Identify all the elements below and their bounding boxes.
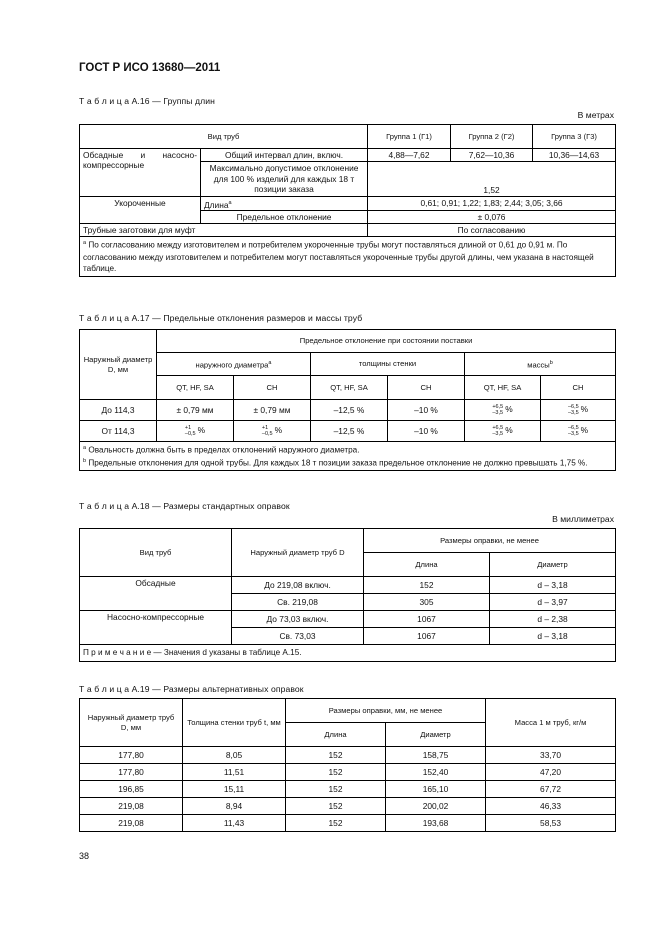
t16-header-g2: Группа 2 (Г2) (451, 125, 533, 149)
t18-cell: 152 (364, 577, 490, 594)
t19-header-diameter: Наружный диаметр труб D, мм (80, 699, 183, 747)
footnote-marker: a (268, 359, 272, 366)
t16-cell: По согласованию (368, 224, 616, 237)
percent-sign: % (580, 425, 589, 436)
t19-cell: 11,43 (183, 815, 286, 832)
t17-footnote-b: Предельные отклонения для одной трубы. Для каждых 18 т позиции заказа предельное отклонение не должно превышать 1,75 %. (88, 458, 588, 468)
t19-cell: 8,05 (183, 747, 286, 764)
table-a17 (79, 329, 616, 471)
tol-lower: –0,5 (261, 431, 273, 437)
t19-header-length: Длина (286, 723, 386, 747)
tol-upper: +1 (184, 425, 192, 431)
t17-cell (465, 400, 541, 421)
t19-cell: 219,08 (80, 815, 183, 832)
t16-cell: Максимально допустимое отклонение для 100 % изделий для каждых 18 т позиции заказа (201, 162, 368, 197)
t16-cell: Предельное отклонение (201, 211, 368, 224)
t19-header-d: Диаметр (386, 723, 486, 747)
footnote-marker: a (83, 445, 87, 451)
t17-header-od (157, 353, 311, 376)
t18-header-type: Вид труб (80, 529, 232, 577)
t16-length-label: Длина (204, 199, 229, 210)
t17-cell: До 114,3 (80, 400, 157, 421)
t19-header-wall: Толщина стенки труб t, мм (183, 699, 286, 747)
t19-cell: 219,08 (80, 798, 183, 815)
t18-cell: Св. 219,08 (232, 594, 364, 611)
t19-cell: 200,02 (386, 798, 486, 815)
tol-lower: –3,5 (492, 431, 504, 437)
t18-note: П р и м е ч а н и е — Значения d указаны в таблице А.15. (80, 645, 616, 662)
tolerance-fraction (568, 404, 579, 416)
t17-header-ch: CH (234, 376, 311, 400)
tol-upper: +6,5 (492, 425, 504, 431)
footnote-marker: a (83, 240, 87, 247)
t17-cell: ± 0,79 мм (157, 400, 234, 421)
t19-header-size: Размеры оправки, мм, не менее (286, 699, 486, 723)
t16-cell: Укороченные (80, 196, 201, 224)
t17-cell (541, 400, 616, 421)
table-row (80, 815, 616, 832)
t19-cell: 67,72 (486, 781, 616, 798)
t19-cell: 158,75 (386, 747, 486, 764)
t17-cell: –12,5 % (311, 400, 388, 421)
t17-cell (234, 421, 311, 442)
t17-cell: От 114,3 (80, 421, 157, 442)
table-row (80, 798, 616, 815)
tolerance-fraction (492, 404, 503, 416)
t17-header-qt: QT, HF, SA (311, 376, 388, 400)
t18-cell: До 219,08 включ. (232, 577, 364, 594)
t18-header-diameter: Наружный диаметр труб D (232, 529, 364, 577)
table-row (80, 747, 616, 764)
t19-cell: 152 (286, 764, 386, 781)
t16-cell: 10,36—14,63 (533, 149, 616, 162)
t16-cell: Трубные заготовки для муфт (80, 224, 368, 237)
t18-cell: 305 (364, 594, 490, 611)
t19-cell: 152 (286, 747, 386, 764)
t18-header-length: Длина (364, 553, 490, 577)
table-row (80, 781, 616, 798)
percent-sign: % (274, 425, 283, 436)
t17-header-ch: CH (541, 376, 616, 400)
t18-cell: d – 3,18 (490, 577, 616, 594)
t19-cell: 152 (286, 798, 386, 815)
t17-header-deviation: Предельное отклонение при состоянии поставки (157, 330, 616, 353)
t17-cell (465, 421, 541, 442)
t17-header-diameter: Наружный диаметр D, мм (80, 330, 157, 400)
t16-header-g3: Группа 3 (Г3) (533, 125, 616, 149)
t16-cell: 7,62—10,36 (451, 149, 533, 162)
t19-cell: 177,80 (80, 764, 183, 781)
table-a16 (79, 124, 616, 277)
t17-cell: –10 % (388, 421, 465, 442)
page-number: 38 (79, 851, 90, 861)
t16-cell: ± 0,076 (368, 211, 616, 224)
t18-cell: Св. 73,03 (232, 628, 364, 645)
t17-cell (157, 421, 234, 442)
t19-cell: 196,85 (80, 781, 183, 798)
t19-cell: 165,10 (386, 781, 486, 798)
t16-header-type: Вид труб (80, 125, 368, 149)
t17-header-qt: QT, HF, SA (465, 376, 541, 400)
table-a18 (79, 528, 616, 662)
t17-header-ch: CH (388, 376, 465, 400)
t19-cell: 152,40 (386, 764, 486, 781)
t19-cell: 47,20 (486, 764, 616, 781)
t17-footnote-a: Овальность должна быть в пределах отклонений наружного диаметра. (88, 445, 360, 455)
tol-upper: –6,5 (567, 404, 579, 410)
t19-cell: 177,80 (80, 747, 183, 764)
t18-cell: d – 2,38 (490, 611, 616, 628)
t16-cell: Общий интервал длин, включ. (201, 149, 368, 162)
tol-upper: +1 (261, 425, 269, 431)
t19-cell: 152 (286, 781, 386, 798)
t19-cell: 8,94 (183, 798, 286, 815)
footnote-marker: b (549, 359, 553, 366)
t16-cell: 1,52 (368, 162, 616, 197)
t19-cell: 15,11 (183, 781, 286, 798)
t16-cell: Обсадные и насосно-компрессорные (80, 149, 201, 197)
percent-sign: % (505, 425, 513, 436)
t16-header-g1: Группа 1 (Г1) (368, 125, 451, 149)
table-a19-caption: Т а б л и ц а А.19 — Размеры альтернативных оправок (79, 684, 304, 694)
percent-sign: % (505, 404, 513, 415)
table-a19 (79, 698, 616, 832)
t19-cell: 152 (286, 815, 386, 832)
tol-lower: –3,5 (492, 410, 504, 416)
tol-lower: –0,5 (184, 431, 196, 437)
t17-cell (541, 421, 616, 442)
t18-group-casing: Обсадные (80, 577, 232, 611)
t17-header-qt: QT, HF, SA (157, 376, 234, 400)
percent-sign: % (197, 425, 206, 436)
t18-cell: 1067 (364, 628, 490, 645)
tolerance-fraction (262, 425, 273, 437)
t19-cell: 58,53 (486, 815, 616, 832)
t16-cell: 0,61; 0,91; 1,22; 1,83; 2,44; 3,05; 3,66 (368, 196, 616, 211)
tolerance-fraction (568, 425, 579, 437)
t18-cell: d – 3,97 (490, 594, 616, 611)
tolerance-fraction (492, 425, 503, 437)
t16-cell (201, 196, 368, 211)
percent-sign: % (580, 404, 589, 415)
t16-cell: 4,88—7,62 (368, 149, 451, 162)
t18-header-d: Диаметр (490, 553, 616, 577)
table-a16-caption: Т а б л и ц а А.16 — Группы длин (79, 96, 216, 106)
t19-header-mass: Масса 1 м труб, кг/м (486, 699, 616, 747)
t17-header-wall: толщины стенки (311, 353, 465, 376)
t19-cell: 11,51 (183, 764, 286, 781)
tol-upper: +6,5 (492, 404, 504, 410)
document-header: ГОСТ Р ИСО 13680—2011 (79, 62, 221, 74)
footnote-marker: b (83, 458, 87, 465)
t18-header-size: Размеры оправки, не менее (364, 529, 616, 553)
footnote-marker: a (228, 199, 232, 206)
t18-group-tubing: Насосно-компрессорные (80, 611, 232, 645)
t18-cell: d – 3,18 (490, 628, 616, 645)
t17-cell: –10 % (388, 400, 465, 421)
tol-lower: –3,5 (567, 431, 579, 437)
table-a16-unit: В метрах (577, 110, 614, 120)
table-a17-caption: Т а б л и ц а А.17 — Предельные отклонения размеров и массы труб (79, 313, 363, 323)
t17-cell: –12,5 % (311, 421, 388, 442)
t19-cell: 33,70 (486, 747, 616, 764)
tol-lower: –3,5 (567, 410, 579, 416)
table-a18-unit: В миллиметрах (552, 514, 614, 524)
t16-footnote-text: По согласованию между изготовителем и потребителем укороченные трубы могут поставляться длиной от 0,61 до 0,91 м. По согласованию между изготовителем и потребителем могут поставляться укороченные трубы другой длины, чем указана в настоящей таблице. (83, 241, 594, 274)
t18-cell: До 73,03 включ. (232, 611, 364, 628)
t19-cell: 193,68 (386, 815, 486, 832)
table-row (80, 764, 616, 781)
t17-header-mass-label: массы (527, 360, 550, 370)
table-a18-caption: Т а б л и ц а А.18 — Размеры стандартных оправок (79, 501, 290, 511)
t17-cell: ± 0,79 мм (234, 400, 311, 421)
t17-header-od-label: наружного диаметра (195, 360, 269, 370)
t16-footnote (80, 237, 616, 276)
tol-upper: –6,5 (567, 425, 579, 431)
t17-footnotes (80, 442, 616, 471)
t18-cell: 1067 (364, 611, 490, 628)
t19-cell: 46,33 (486, 798, 616, 815)
t17-header-mass (465, 353, 616, 376)
tolerance-fraction (185, 425, 196, 437)
